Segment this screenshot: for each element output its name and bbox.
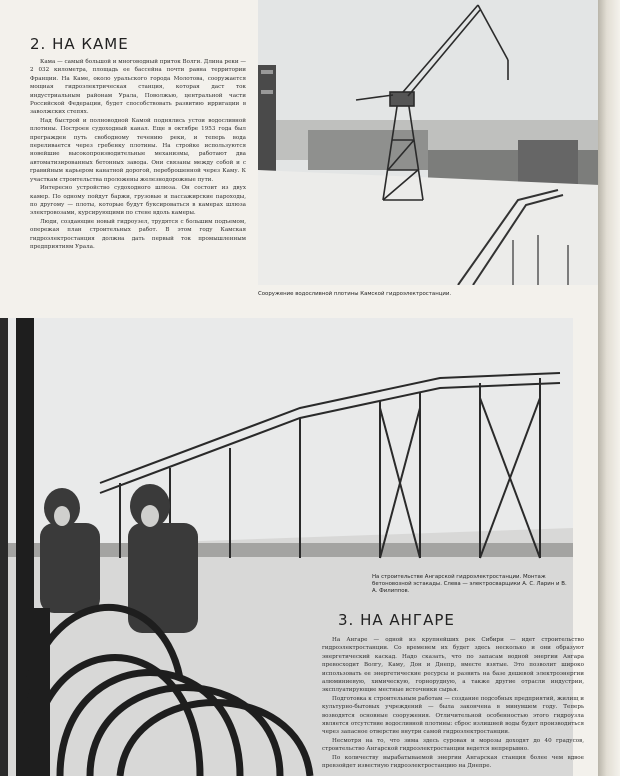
photo-illustration [258, 0, 600, 285]
paragraph: На Ангаре — одной из крупнейших рек Сибири — идет строительство гидроэлектростанции. Со временем их будет здесь несколько и они образуют энергетический каскад. Надо сказать, что по запасам водной энергии Ангара превосходит Волгу, Каму, Дон и Днепр, вместе взятые. Это позволит широко использовать ее энергетические ресурсы и развить на базе дешевой электроэнергии алюминиевую, химическую, горнорудную, а также другие отрасли индустрии, эксплуатирующие местные источники сырья. [322, 637, 584, 694]
paragraph: Интересно устройство судоходного шлюза. Он состоит из двух камер. По одному пойдут баржи, грузовые и пассажирские пароходы, по другому — плоты, которые будут буксироваться в камерах шлюза электровозами, курсирующими по стене вдоль камеры. [30, 185, 246, 217]
angara-photo-caption: На строительстве Ангарской гидроэлектростанции. Монтаж бетоновозной эстакады. Слева — электросварщики А. С. Ларин и В. А. Филиппов. [372, 574, 567, 594]
paragraph: Несмотря на то, что зима здесь суровая и морозы доходят до 40 градусов, строительство Ангарской гидроэлектростанции ведется непрерывно. [322, 737, 584, 753]
angara-article-text [322, 636, 584, 771]
page-binding-edge [598, 0, 620, 776]
paragraph: Над быстрой и полноводной Камой поднялись устои водосливной плотины. Построен судоходный канал. Еще в октябре 1953 года был прегражден путь свободному течению реки, и теперь вода переливается через гребенку плотины. На стройке используются новейшие высокопроизводительные механизмы, работают два автоматизированных бетонных завода. Они связаны между собой и с гравийным карьером канатной дорогой, переброшенной через Каму. К участкам строительства проложены железнодорожные пути. [30, 117, 246, 183]
section-heading-kama: 2. НА КАМЕ [30, 35, 129, 53]
kama-photo-caption: Сооружение водосливной плотины Камской гидроэлектростанции. [258, 291, 452, 297]
kama-article-text [30, 58, 246, 251]
paragraph: Люди, создающие новый гидроузел, трудятся с большим подъемом, опережая план строительных работ. В этом году Камская гидроэлектростанция должна дать первый ток промышленным предприятиям Урала. [30, 218, 246, 250]
kama-dam-construction-photo [258, 0, 600, 285]
paragraph: По количеству вырабатываемой энергии Ангарская станция более чем вдвое превзойдет известную гидроэлектростанцию на Днепре. [322, 754, 584, 770]
paragraph: Подготовка к строительным работам — создание подсобных предприятий, жилищ и культурно-бытовых учреждений — была закончена в минувшем году. Теперь возводятся основные сооружения. Отличительной особенностью этого гидроузла является отсутствие водосливной плотины: сброс излишней воды будет производиться через запасное отверстие внутри самой гидроэлектростанции. [322, 695, 584, 736]
paragraph: Кама — самый большой и многоводный приток Волги. Длина реки — 2 032 километра, площадь ее бассейна почти равна территории Франции. На Каме, около уральского города Молотова, сооружается мощная гидроэлектрическая станция, которая даст ток индустриальным районам Урала, Поволжью, центральной части Российской Федерации, будет способствовать развитию ирригации в заволжских степях. [30, 59, 246, 116]
section-heading-angara: 3. НА АНГАРЕ [338, 611, 455, 629]
